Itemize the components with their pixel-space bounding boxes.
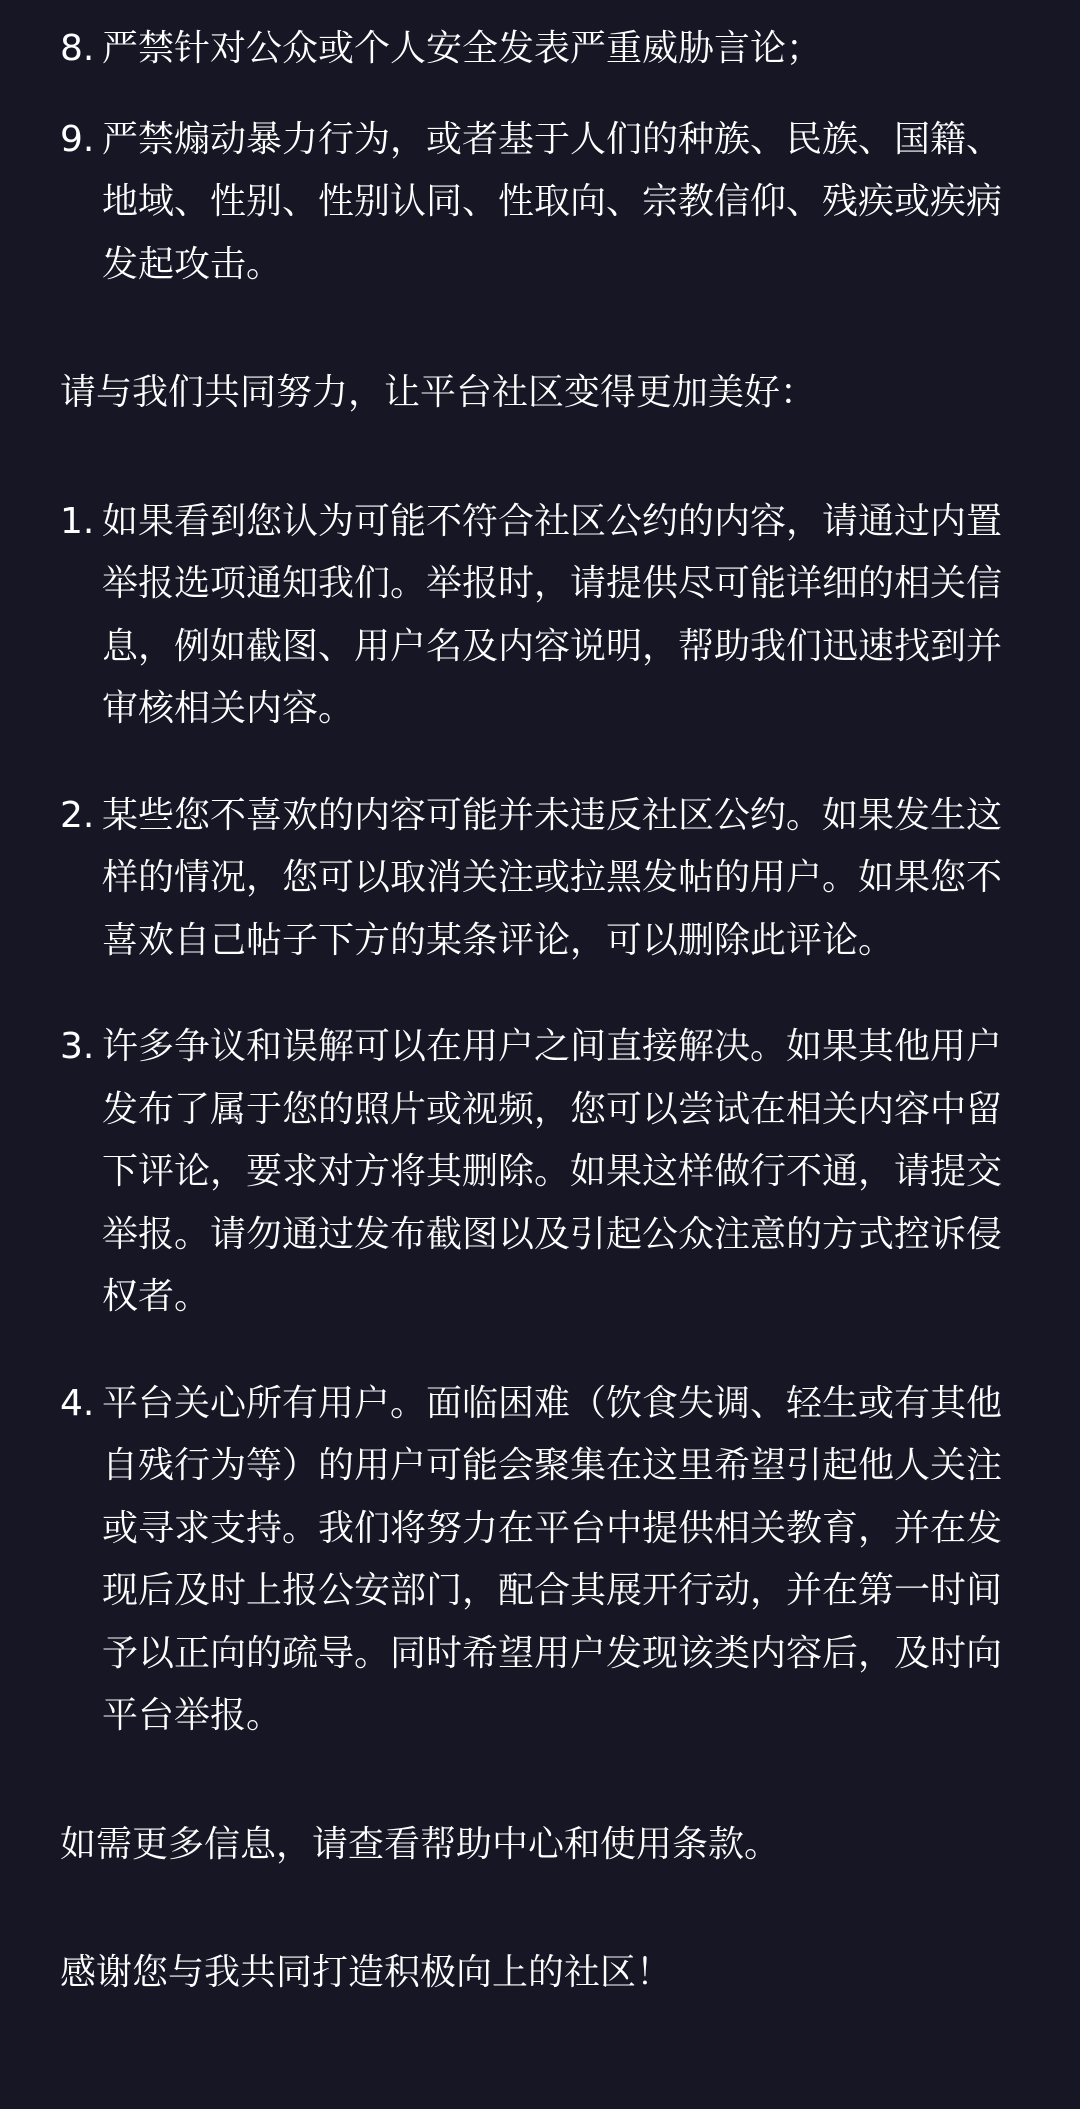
rule-text: 严禁煽动暴力行为，或者基于人们的种族、民族、国籍、地域、性别、性别认同、性取向、宗教信仰、残疾或疾病发起攻击。 bbox=[102, 118, 1003, 285]
guideline-text: 如果看到您认为可能不符合社区公约的内容，请通过内置举报选项通知我们。举报时，请提供尽可能详细的相关信息，例如截图、用户名及内容说明，帮助我们迅速找到并审核相关内容。 bbox=[102, 500, 1003, 729]
guideline-item-2 bbox=[60, 785, 1030, 973]
thanks-paragraph: 感谢您与我共同打造积极向上的社区！ bbox=[60, 1952, 673, 1993]
guideline-item-1 bbox=[60, 491, 1030, 741]
article-content bbox=[60, 18, 1030, 2005]
guideline-text: 某些您不喜欢的内容可能并未违反社区公约。如果发生这样的情况，您可以取消关注或拉黑发帖的用户。如果您不喜欢自己帖子下方的某条评论，可以删除此评论。 bbox=[102, 794, 1003, 961]
guideline-item-3 bbox=[60, 1016, 1030, 1329]
guideline-text: 平台关心所有用户。面临困难（饮食失调、轻生或有其他自残行为等）的用户可能会聚集在这里希望引起他人关注或寻求支持。我们将努力在平台中提供相关教育，并在发现后及时上报公安部门，配合其展开行动，并在第一时间予以正向的疏导。同时希望用户发现该类内容后，及时向平台举报。 bbox=[102, 1382, 1003, 1736]
guideline-number: 3. bbox=[60, 1026, 95, 1067]
guideline-text: 许多争议和误解可以在用户之间直接解决。如果其他用户发布了属于您的照片或视频，您可以尝试在相关内容中留下评论，要求对方将其删除。如果这样做行不通，请提交举报。请勿通过发布截图以及引起公众注意的方式控诉侵权者。 bbox=[102, 1026, 1003, 1317]
more-info-paragraph: 如需更多信息，请查看帮助中心和使用条款。 bbox=[60, 1823, 781, 1865]
intro-paragraph: 请与我们共同努力，让平台社区变得更加美好： bbox=[60, 372, 817, 413]
guideline-number: 1. bbox=[60, 500, 95, 542]
guideline-number: 4. bbox=[60, 1382, 95, 1424]
rule-number: 8. bbox=[60, 28, 95, 69]
rule-item-9 bbox=[60, 109, 1030, 297]
guideline-item-4 bbox=[60, 1373, 1030, 1748]
guideline-number: 2. bbox=[60, 794, 95, 836]
rule-item-8 bbox=[60, 18, 1030, 81]
rule-number: 9. bbox=[60, 118, 95, 160]
rule-text: 严禁针对公众或个人安全发表严重威胁言论； bbox=[102, 28, 823, 69]
